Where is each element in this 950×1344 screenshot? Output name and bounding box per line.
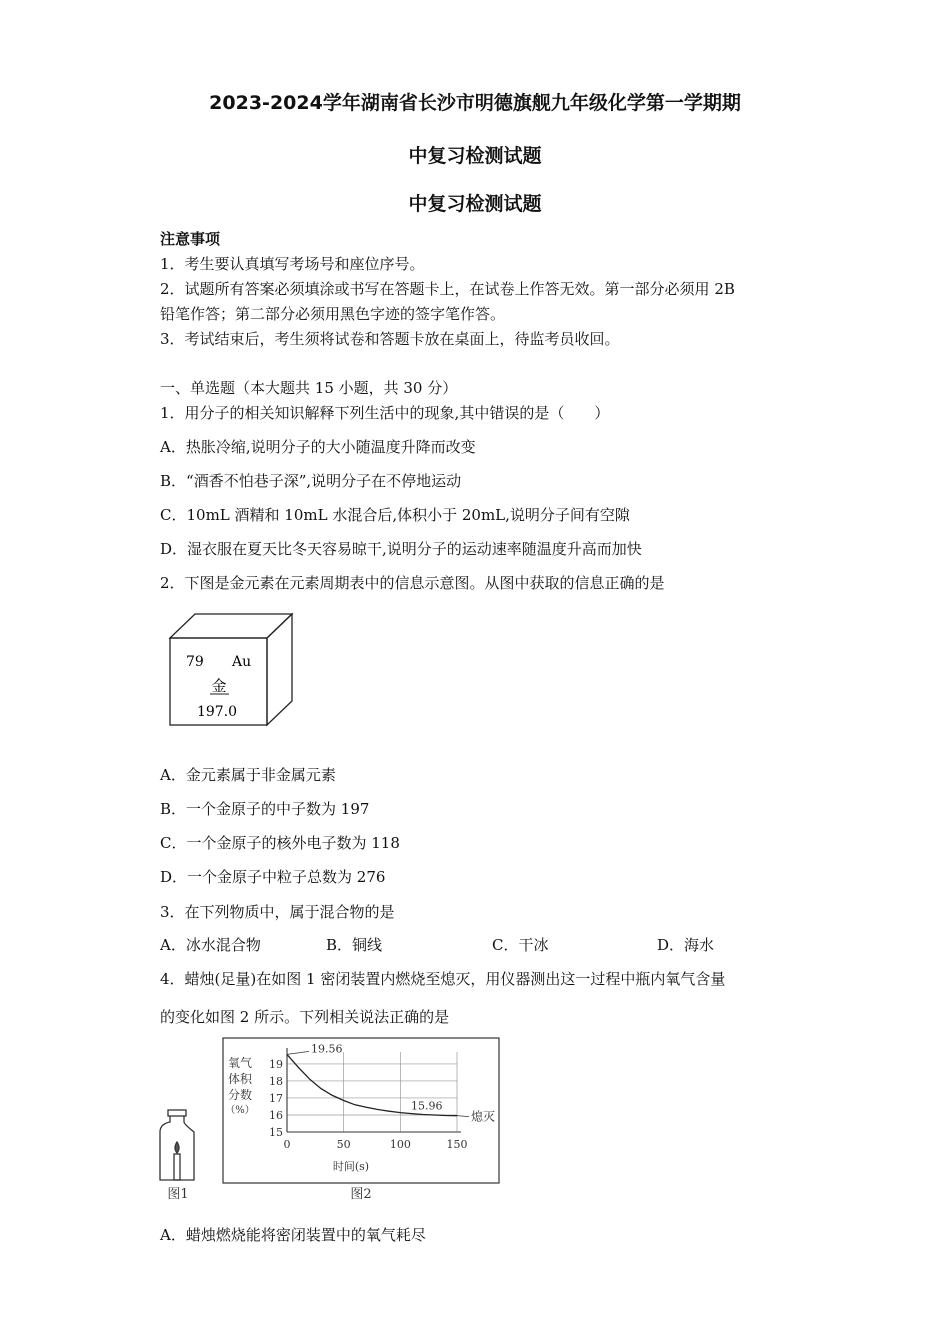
figure-2-oxygen-chart [222, 1037, 500, 1205]
x-tick-label: 0 [283, 1138, 291, 1151]
bottle-stopper [168, 1110, 186, 1116]
page-title-line3: 中复习检测试题 [408, 193, 542, 215]
annotation-label: 熄灭 [471, 1109, 496, 1124]
notice-item: 1．考生要认真填写考场号和座位序号。 [160, 255, 425, 273]
question-3-option-b: B．铜线 [326, 936, 383, 954]
section-heading: 一、单选题（本大题共 15 小题，共 30 分） [160, 379, 458, 397]
question-3-option-c: C．干冰 [492, 936, 549, 954]
end-value-label: 15.96 [411, 1099, 443, 1113]
notice-item: 2．试题所有答案必须填涂或书写在答题卡上，在试卷上作答无效。第一部分必须用 2B [160, 280, 735, 298]
y-axis-label-line: 氧气 [227, 1056, 253, 1070]
question-2-option-d: D．一个金原子中粒子总数为 276 [160, 868, 386, 886]
question-2-option-b: B．一个金原子的中子数为 197 [160, 800, 370, 818]
notice-item: 3．考试结束后，考生须将试卷和答题卡放在桌面上，待监考员收回。 [160, 330, 620, 348]
x-tick-label: 100 [389, 1138, 411, 1151]
figure-2-label: 图2 [350, 1187, 372, 1202]
y-tick-label: 17 [269, 1091, 283, 1105]
question-3-option-a: A．冰水混合物 [160, 936, 261, 954]
y-tick-label: 16 [269, 1108, 283, 1122]
y-tick-label: 18 [269, 1074, 283, 1088]
question-4-option-a: A．蜡烛燃烧能将密闭装置中的氧气耗尽 [160, 1226, 426, 1244]
element-name: 金 [211, 677, 227, 695]
card-side-face [267, 614, 292, 725]
x-tick-label: 150 [446, 1138, 468, 1151]
question-1-option-d: D．湿衣服在夏天比冬天容易晾干,说明分子的运动速率随温度升高而加快 [160, 540, 642, 558]
atomic-number: 79 [186, 654, 204, 670]
page-title-line2: 中复习检测试题 [408, 145, 542, 167]
question-3-stem: 3．在下列物质中，属于混合物的是 [160, 903, 395, 921]
x-axis-label: 时间(s) [332, 1160, 370, 1173]
candle-flame [175, 1142, 179, 1153]
annotation-arrow [457, 1116, 469, 1117]
question-1-option-b: B．“酒香不怕巷子深”,说明分子在不停地运动 [160, 472, 462, 490]
y-tick-label: 19 [269, 1057, 283, 1071]
question-1-option-c: C．10mL 酒精和 10mL 水混合后,体积小于 20mL,说明分子间有空隙 [160, 506, 630, 524]
page-title-line1: 2023-2024学年湖南省长沙市明德旗舰九年级化学第一学期期 [209, 92, 741, 114]
start-value-label: 19.56 [311, 1042, 343, 1056]
element-symbol: Au [232, 654, 252, 670]
y-axis-label-line: 分数 [227, 1088, 253, 1102]
question-3-option-d: D．海水 [657, 936, 715, 954]
start-value-leader [287, 1051, 309, 1054]
y-tick-label: 15 [269, 1126, 283, 1139]
atomic-mass: 197.0 [196, 704, 238, 720]
question-2-stem: 2．下图是金元素在元素周期表中的信息示意图。从图中获取的信息正确的是 [160, 574, 665, 592]
candle-body [174, 1154, 180, 1180]
y-axis-label-line: 体积 [227, 1072, 253, 1086]
figure-1-bottle [154, 1108, 202, 1204]
question-2-option-c: C．一个金原子的核外电子数为 118 [160, 834, 400, 852]
notice-heading: 注意事项 [160, 230, 221, 248]
question-1-option-a: A．热胀冷缩,说明分子的大小随温度升降而改变 [160, 438, 476, 456]
y-axis-label-line: （%） [225, 1105, 255, 1116]
figure-1-label: 图1 [167, 1187, 189, 1202]
x-tick-label: 50 [336, 1138, 351, 1151]
gold-element-card [168, 612, 296, 730]
notice-item: 铅笔作答；第二部分必须用黑色字迹的签字笔作答。 [160, 305, 506, 323]
question-1-stem: 1．用分子的相关知识解释下列生活中的现象,其中错误的是（ ） [160, 404, 610, 422]
question-4-stem-line2: 的变化如图 2 所示。下列相关说法正确的是 [160, 1008, 450, 1026]
card-top-face [170, 614, 292, 638]
question-2-option-a: A．金元素属于非金属元素 [160, 766, 336, 784]
question-4-stem-line1: 4．蜡烛(足量)在如图 1 密闭装置内燃烧至熄灭，用仪器测出这一过程中瓶内氧气含量 [160, 970, 726, 988]
